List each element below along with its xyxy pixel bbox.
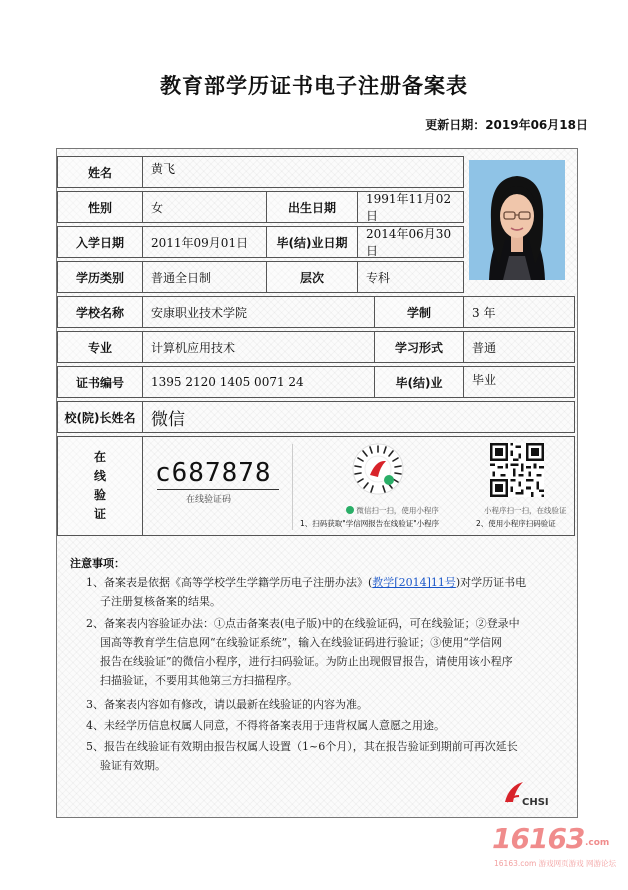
verify-step-2: 2、使用小程序扫码验证	[476, 519, 556, 528]
verify-char-4: 证	[93, 507, 106, 521]
note-2	[86, 614, 556, 690]
verify-divider	[292, 444, 293, 530]
duration-value: 3 年	[463, 296, 575, 328]
mini-qr-note-text: 微信扫一扫，使用小程序	[356, 506, 439, 515]
school-label: 学校名称	[57, 296, 143, 328]
note-2-text-a: 2、备案表内容验证办法：①点击备案表(电子版)中的在线验证码，可在线验证；②登录中	[86, 617, 520, 630]
note-5-text-b: 验证有效期。	[100, 759, 166, 772]
major-label: 专业	[57, 331, 143, 363]
grad-value: 2014年06月30日	[357, 226, 464, 258]
birth-value: 1991年11月02日	[357, 191, 464, 223]
result-value: 毕业	[463, 366, 575, 398]
note-5-text-a: 5、报告在线验证有效期由报告权属人设置（1~6个月），其在报告验证到期前可再次延长	[86, 740, 518, 753]
note-2-text-c: 报告在线验证”的微信小程序，进行扫码验证。为防止出现假冒报告，请使用该小程序	[100, 655, 513, 668]
mini-program-code-icon[interactable]	[352, 443, 404, 495]
gender-label: 性别	[57, 191, 143, 223]
watermark-tagline: 16163.com 游戏网页游戏 网游论坛	[494, 859, 617, 868]
mini-qr-note	[346, 505, 439, 516]
wechat-icon	[346, 506, 354, 514]
policy-link[interactable]: 教学[2014]11号	[372, 576, 456, 589]
name-label: 姓名	[57, 156, 143, 188]
note-2-text-b: 国高等教育学生信息网“在线验证系统”，输入在线验证码进行验证；③使用“学信网	[100, 636, 502, 649]
note-4: 4、未经学历信息权属人同意，不得将备案表用于违背权属人意愿之用途。	[86, 719, 445, 732]
verify-char-3: 验	[93, 488, 106, 502]
duration-label: 学制	[374, 296, 464, 328]
note-3: 3、备案表内容如有修改，请以最新在线验证的内容为准。	[86, 698, 368, 711]
level-value: 专科	[357, 261, 464, 293]
form-value: 普通	[463, 331, 575, 363]
note-1-text-a: 1、备案表是依据《高等学校学生学籍学历电子注册办法》(	[86, 576, 373, 589]
verify-code-link[interactable]: c687878	[155, 458, 272, 488]
verify-code-caption: 在线验证码	[186, 495, 232, 505]
verify-step-1: 1、扫码获取"学信网报告在线验证"小程序	[300, 519, 440, 528]
note-5	[86, 737, 556, 775]
major-value: 计算机应用技术	[142, 331, 375, 363]
qr-code-icon[interactable]	[490, 443, 544, 497]
enroll-label: 入学日期	[57, 226, 143, 258]
enroll-value: 2011年09月01日	[142, 226, 267, 258]
school-value: 安康职业技术学院	[142, 296, 375, 328]
level-label: 层次	[266, 261, 358, 293]
notes-heading: 注意事项：	[70, 557, 125, 570]
note-2-text-d: 扫描验证，不要用其他第三方扫描程序。	[100, 674, 298, 687]
gender-value: 女	[142, 191, 267, 223]
online-verify-label	[57, 436, 143, 536]
update-date: 更新日期：2019年06月18日	[425, 118, 588, 132]
qr-note: 小程序扫一扫，在线验证	[484, 506, 567, 515]
note-1-text-b: )对学历证书电	[455, 576, 527, 589]
watermark-number: 16163	[492, 822, 585, 855]
note-1-text-c: 子注册复核备案的结果。	[100, 595, 221, 608]
cert-label: 证书编号	[57, 366, 143, 398]
verify-code-underline	[157, 489, 279, 490]
verify-char-2: 线	[93, 469, 106, 483]
result-label: 毕(结)业	[374, 366, 464, 398]
portrait-image	[469, 160, 565, 280]
grad-label: 毕(结)业日期	[266, 226, 358, 258]
type-value: 普通全日制	[142, 261, 267, 293]
chsi-logo-text: CHSI	[522, 797, 549, 808]
president-label: 校(院)长姓名	[57, 401, 143, 433]
watermark-suffix: .com	[585, 838, 610, 848]
verify-char-1: 在	[93, 450, 106, 464]
birth-label: 出生日期	[266, 191, 358, 223]
type-label: 学历类别	[57, 261, 143, 293]
president-value: 微信	[142, 401, 575, 433]
page-title: 教育部学历证书电子注册备案表	[160, 74, 468, 98]
student-photo	[469, 160, 565, 280]
name-value: 黄飞	[142, 156, 464, 188]
note-1	[86, 573, 556, 611]
form-label: 学习形式	[374, 331, 464, 363]
cert-value: 1395 2120 1405 0071 24	[142, 366, 375, 398]
